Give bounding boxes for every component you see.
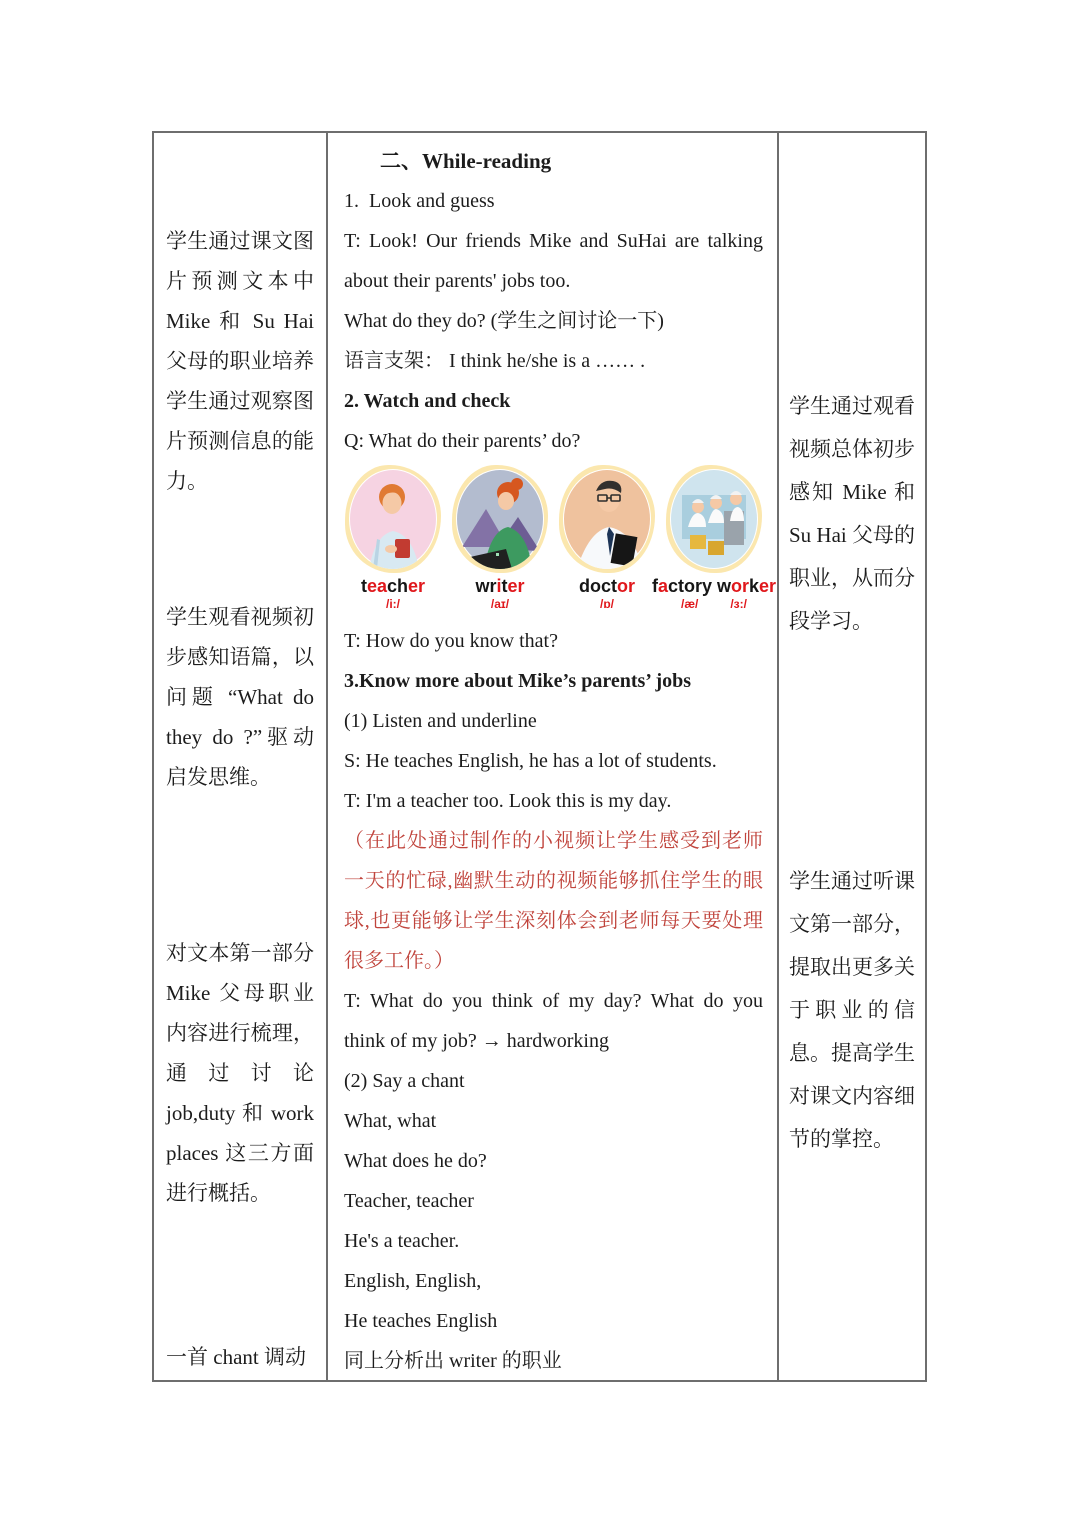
teacher-line-think: T: What do you think of my day? What do you think of my job? → hardworking bbox=[344, 990, 763, 1052]
right-paragraph-watch-video: 学生通过观看视频总体初步感知 Mike 和 Su Hai 父母的职业，从而分段学习。 bbox=[789, 394, 915, 633]
job-card-writer bbox=[451, 465, 549, 611]
teacher-line-my-day: T: I'm a teacher too. Look this is my day. bbox=[344, 790, 672, 812]
left-paragraph-predict: 学生通过课文图片预测文本中 Mike 和 Su Hai 父母的职业培养学生通过观察图片预测信息的能力。 bbox=[166, 229, 314, 493]
chant-line: He's a teacher. bbox=[344, 1230, 460, 1252]
student-line-teaches: S: He teaches English, he has a lot of students. bbox=[344, 750, 717, 772]
lesson-plan-table bbox=[152, 131, 927, 1382]
question-what-do-they-do: What do they do? (学生之间讨论一下) bbox=[344, 310, 664, 332]
job-phonetics-factory-worker bbox=[665, 597, 763, 611]
job-phonetics-teacher bbox=[344, 597, 442, 611]
chant-line: What, what bbox=[344, 1110, 437, 1132]
right-paragraph-listen-text: 学生通过听课文第一部分，提取出更多关于职业的信息。提高学生对课文内容细节的掌控。 bbox=[789, 869, 915, 1151]
step3-heading: 3.Know more about Mike’s parents’ jobs bbox=[344, 670, 692, 692]
column-student-activity-right bbox=[779, 133, 925, 1380]
left-paragraph-video: 学生观看视频初步感知语篇，以问题 “What do they do ?”驱动启发思维。 bbox=[166, 605, 314, 789]
teacher-photo-frame bbox=[345, 465, 441, 573]
chant-line: Teacher, teacher bbox=[344, 1190, 474, 1212]
teacher-line-look: T: Look! Our friends Mike and SuHai are talking about their parents' jobs too. bbox=[344, 230, 763, 292]
job-label-writer: writer bbox=[475, 576, 525, 596]
phonetic-symbol: /ɜ:/ bbox=[730, 597, 747, 611]
phonetic-symbol: /ɒ/ bbox=[600, 597, 614, 611]
question-parents-do: Q: What do their parents’ do? bbox=[344, 430, 581, 452]
chant-line: English, English, bbox=[344, 1270, 482, 1292]
job-card-factory-worker bbox=[651, 465, 777, 611]
job-card-doctor bbox=[558, 465, 656, 611]
section-title: 二、While-reading bbox=[380, 149, 552, 173]
substep-listen-underline: (1) Listen and underline bbox=[344, 710, 537, 732]
step1-heading: 1. Look and guess bbox=[344, 190, 495, 212]
doctor-photo-frame bbox=[559, 465, 655, 573]
chant-block bbox=[344, 1101, 763, 1341]
step2-heading: 2. Watch and check bbox=[344, 390, 511, 412]
job-cards-row bbox=[344, 461, 777, 621]
writer-analysis-line: 同上分析出 writer 的职业 bbox=[344, 1350, 562, 1372]
job-label-teacher: teacher bbox=[360, 576, 426, 596]
job-label-doctor: doctor bbox=[579, 576, 635, 596]
writer-illustration bbox=[456, 469, 544, 569]
writer-photo-frame bbox=[452, 465, 548, 573]
column-student-activity-left bbox=[154, 133, 328, 1380]
video-note: （在此处通过制作的小视频让学生感受到老师一天的忙碌,幽默生动的视频能够抓住学生的眼球,也更能够让学生深刻体会到老师每天要处理很多工作。） bbox=[344, 830, 763, 972]
phonetic-symbol: /æ/ bbox=[681, 597, 699, 611]
job-phonetics-doctor bbox=[558, 597, 656, 611]
substep-say-chant: (2) Say a chant bbox=[344, 1070, 465, 1092]
teacher-illustration bbox=[349, 469, 437, 569]
phonetic-symbol: /aɪ/ bbox=[490, 597, 510, 611]
doctor-illustration bbox=[563, 469, 651, 569]
factory-worker-illustration bbox=[670, 469, 758, 569]
phonetic-symbol: /i:/ bbox=[386, 597, 400, 611]
teacher-line-how-know: T: How do you know that? bbox=[344, 630, 558, 652]
chant-line: What does he do? bbox=[344, 1150, 487, 1172]
job-label-factory-worker: factory worker bbox=[651, 576, 777, 596]
column-teaching-process bbox=[328, 133, 779, 1380]
factory-worker-photo-frame bbox=[666, 465, 762, 573]
left-paragraph-summary: 对文本第一部分 Mike 父母职业内容进行梳理，通过讨论 job,duty 和 work places 这三方面进行概括。 bbox=[166, 941, 314, 1205]
left-paragraph-chant: 一首 chant 调动 bbox=[166, 1345, 306, 1369]
job-phonetics-writer bbox=[451, 597, 549, 611]
chant-line: He teaches English bbox=[344, 1310, 498, 1332]
language-scaffold: 语言支架： I think he/she is a …… . bbox=[344, 350, 646, 372]
job-card-teacher bbox=[344, 465, 442, 611]
